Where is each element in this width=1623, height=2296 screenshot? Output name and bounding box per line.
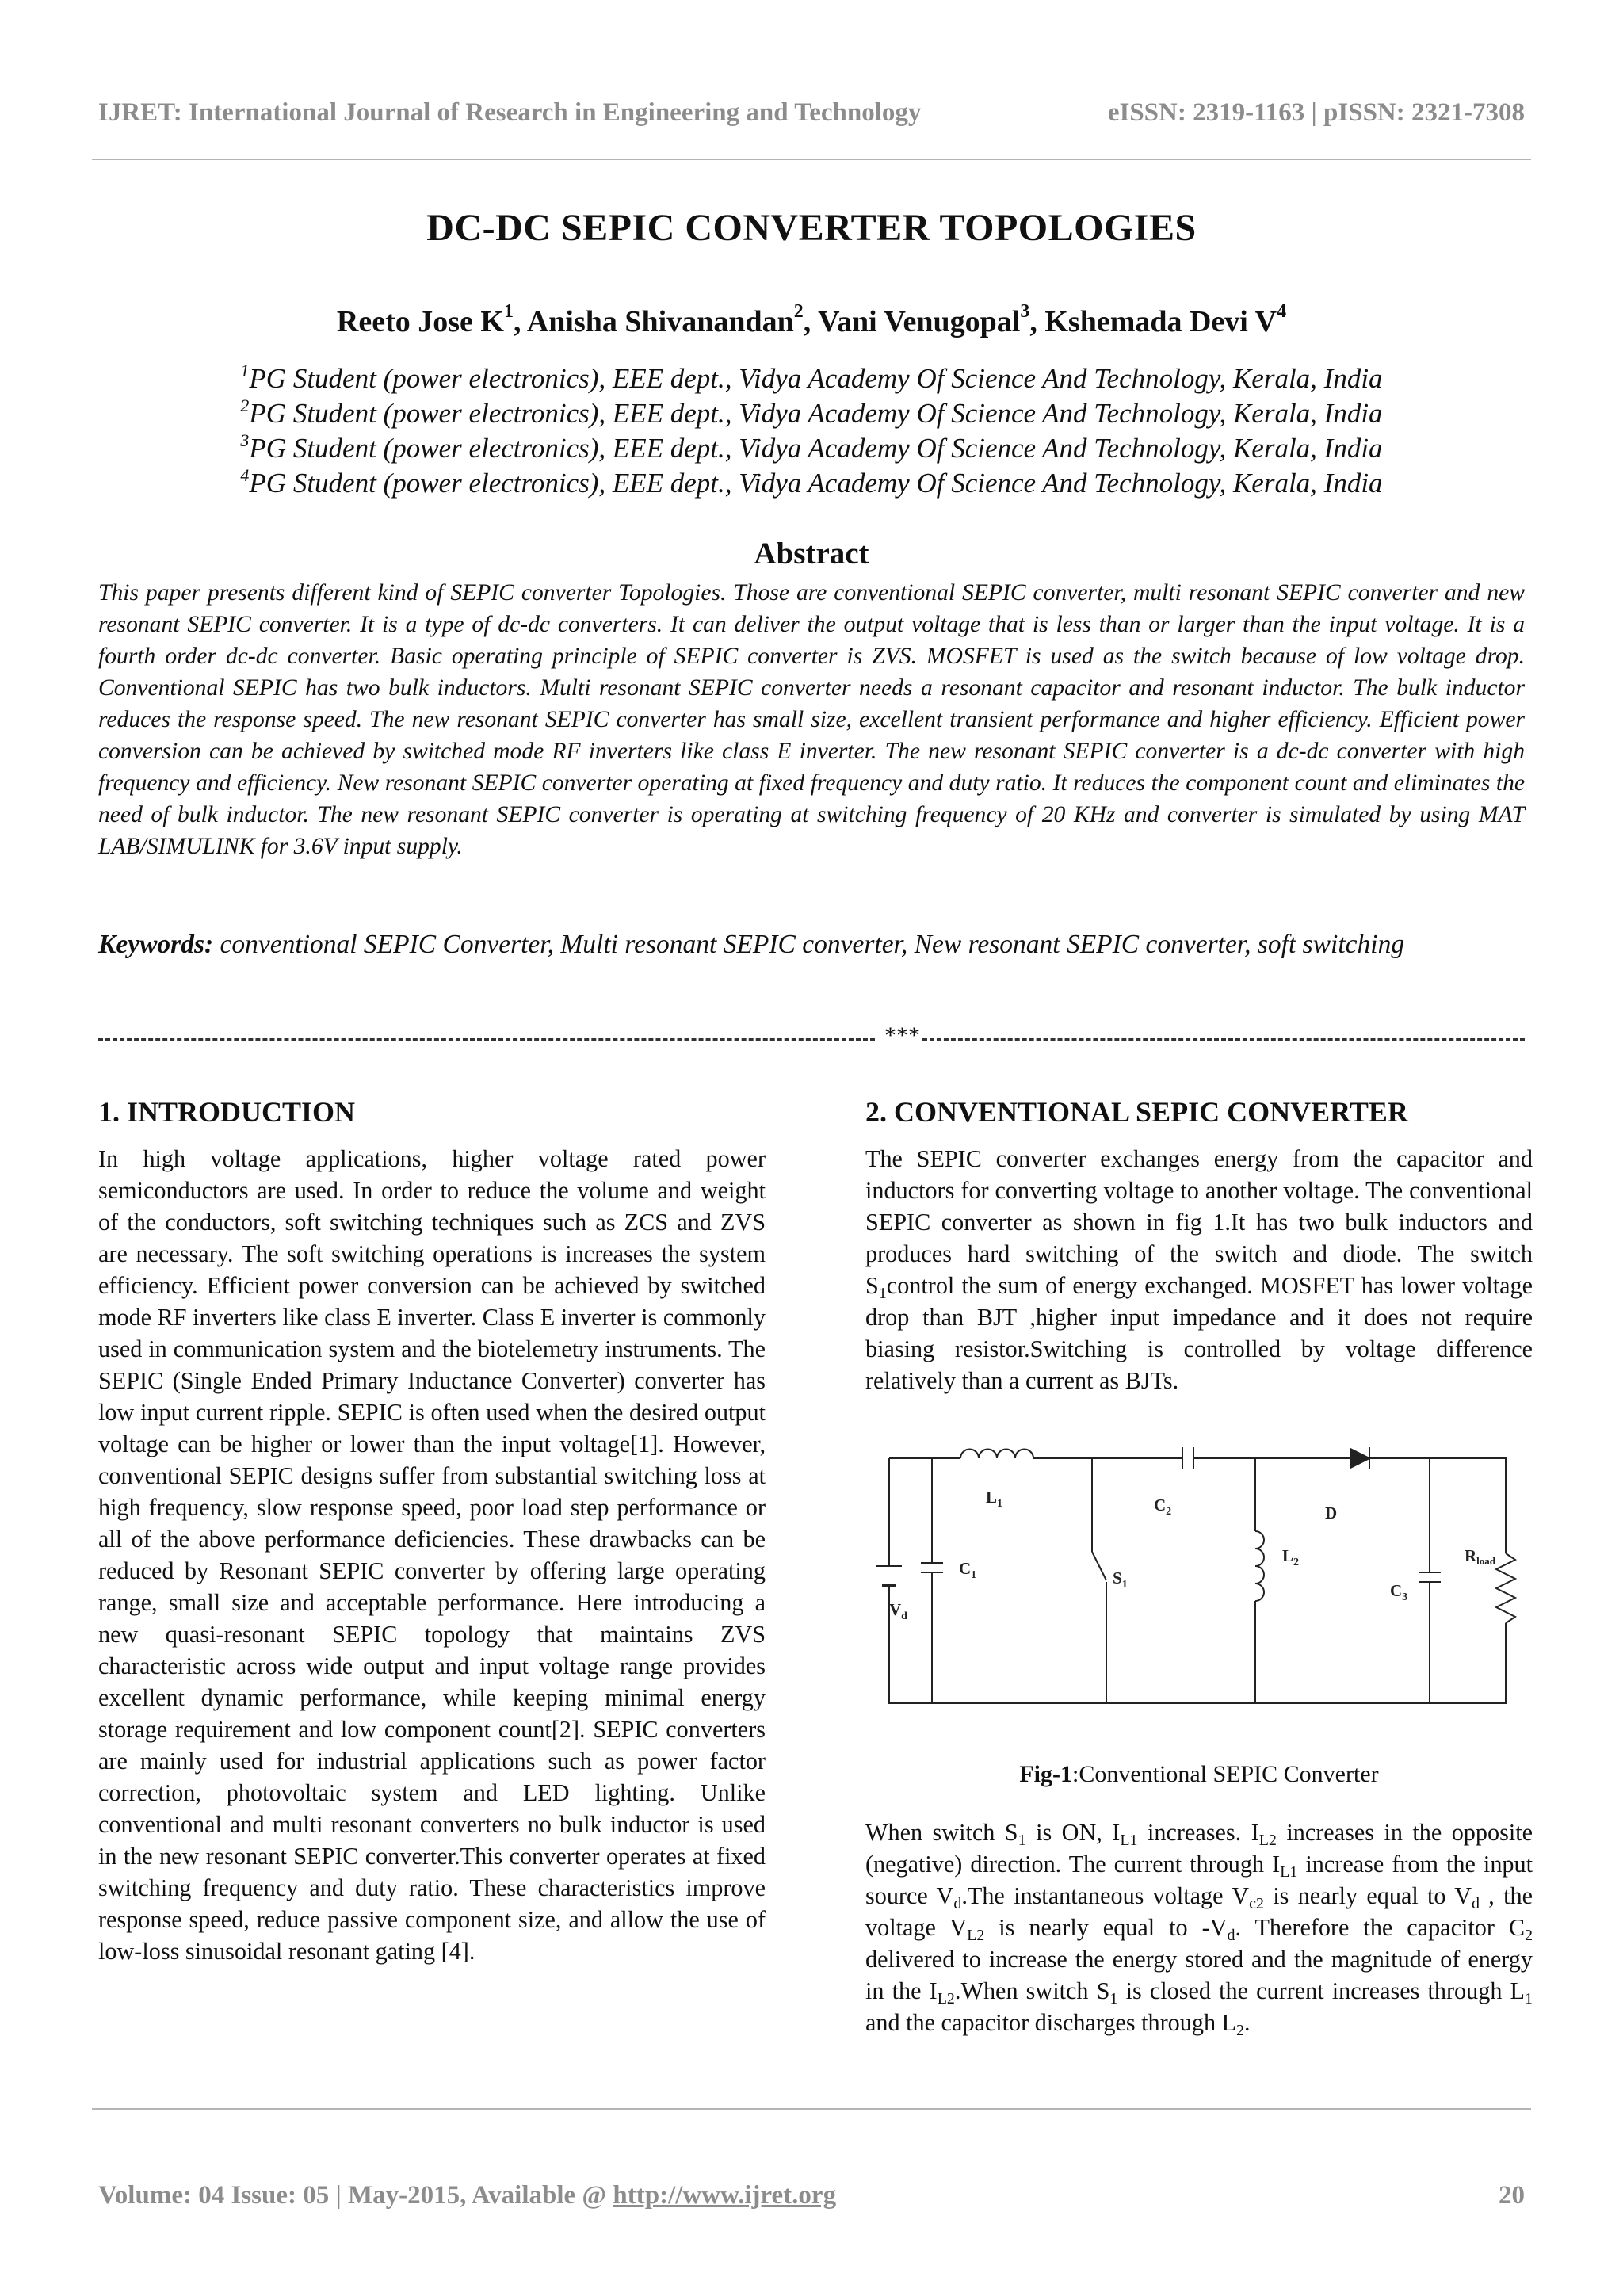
text-run: delivered to increase the energy stored and the magnitude of energy in the I [865, 1946, 1533, 2004]
text-run: increases. I [1137, 1819, 1259, 1846]
affiliation [0, 431, 1623, 466]
author-sup: 3 [1020, 301, 1030, 322]
keywords-text: conventional SEPIC Converter, Multi resonant SEPIC converter, New resonant SEPIC converter, soft switching [220, 930, 1405, 959]
page-number: 20 [1499, 2181, 1525, 2210]
wire [889, 1585, 1506, 1703]
label-rload: Rload [1465, 1546, 1496, 1567]
author-sep: , [1029, 305, 1045, 338]
text-run: and the capacitor discharges through L [865, 2009, 1237, 2036]
label-l1: $L_1$ [986, 1488, 1003, 1510]
author-sup: 1 [503, 301, 514, 322]
subscript: L1 [1280, 1863, 1298, 1881]
label-s1: $S_1$ [1113, 1568, 1128, 1591]
author: Vani Venugopal [818, 305, 1021, 338]
separator-stars: *** [884, 1022, 920, 1049]
subscript: c2 [1249, 1895, 1264, 1912]
affiliation [0, 396, 1623, 431]
keywords [98, 918, 1525, 972]
paper-title: DC-DC SEPIC CONVERTER TOPOLOGIES [426, 207, 1197, 249]
section-separator [98, 1022, 1525, 1051]
subscript: L2 [937, 1990, 955, 2008]
conventional-para-1 [865, 1143, 1533, 1396]
footer-rule [92, 2108, 1531, 2110]
conventional-para-2 [865, 1817, 1533, 2038]
resistor-rload [1496, 1553, 1515, 1623]
subscript: 1 [1525, 1990, 1533, 2008]
separator-dashes-left [98, 1038, 875, 1041]
affiliations [0, 361, 1623, 501]
capacitor-c1 [921, 1458, 943, 1703]
author-sep: , [803, 305, 819, 338]
label-vd: $V_d$ [889, 1600, 907, 1622]
footer [98, 2181, 1525, 2210]
header-rule [92, 159, 1531, 160]
affiliation-sup: 4 [240, 465, 250, 485]
text-run: control the sum of energy exchanged. MOSFET has lower voltage drop than BJT ,higher input impedance and it does not require biasing resistor.Switching is controlled by voltage difference relatively than a current as BJTs. [865, 1272, 1533, 1394]
right-column [865, 1095, 1533, 2038]
affiliation-sup: 1 [240, 361, 250, 380]
subscript: L2 [1258, 1832, 1277, 1849]
affiliation-text: PG Student (power electronics), EEE dept., Vidya Academy Of Science And Technology, Kerala, India [249, 398, 1383, 429]
affiliation-text: PG Student (power electronics), EEE dept., Vidya Academy Of Science And Technology, Kerala, India [249, 468, 1383, 499]
author: Kshemada Devi V [1044, 305, 1277, 338]
text-run: increases in the opposite (negative) direction. The current through I [865, 1819, 1533, 1878]
author-sup: 4 [1277, 301, 1287, 322]
author: Reeto Jose K [336, 305, 504, 338]
journal-name: IJRET: International Journal of Research in Engineering and Technology [98, 98, 922, 127]
subscript: d [1472, 1895, 1480, 1912]
label-c3: $C_3$ [1390, 1581, 1408, 1603]
switch-s1 [1092, 1458, 1106, 1703]
caption-label: Fig-1 [1019, 1761, 1072, 1787]
subscript: 2 [1236, 2022, 1245, 2039]
caption-text: :Conventional SEPIC Converter [1072, 1761, 1379, 1787]
label-c1: $C_1$ [959, 1559, 977, 1581]
affiliation-text: PG Student (power electronics), EEE dept., Vidya Academy Of Science And Technology, Kerala, India [249, 433, 1383, 464]
issn: eISSN: 2319-1163 | pISSN: 2321-7308 [1107, 98, 1525, 127]
figure-circuit-diagram [865, 1442, 1533, 1728]
introduction-heading: 1. INTRODUCTION [98, 1096, 356, 1128]
inductor-l2 [1255, 1531, 1264, 1601]
text-run: increase from the input source V [865, 1851, 1533, 1909]
capacitor-c2 [1182, 1447, 1193, 1469]
author: Anisha Shivanandan [526, 305, 794, 338]
text-run: , the voltage V [865, 1882, 1533, 1941]
text-run: is closed the current increases through L [1117, 1977, 1525, 2004]
subscript: d [1227, 1927, 1235, 1944]
subscript: 1 [878, 1285, 887, 1302]
subscript: 1 [1109, 1990, 1118, 2008]
footer-text: Volume: 04 Issue: 05 | May-2015, Available @ [98, 2181, 613, 2210]
label-c2: $C_2$ [1154, 1496, 1172, 1518]
label-l2: $L_2$ [1282, 1546, 1300, 1568]
author-sep: , [513, 305, 527, 338]
text-run: . [1244, 2009, 1251, 2036]
text-run: . Therefore the capacitor C [1235, 1914, 1526, 1941]
separator-dashes-right [922, 1038, 1525, 1041]
text-run: is ON, I [1025, 1819, 1121, 1846]
subscript: 1 [1018, 1832, 1026, 1849]
wire [1369, 1458, 1506, 1553]
abstract-body: This paper presents different kind of SEPIC converter Topologies. Those are conventional SEPIC converter, multi resonant SEPIC converter and new resonant SEPIC converter. It is a type of dc-dc converters. It can deliver the output voltage that is less than or larger than the input voltage. It is a fourth order dc-dc converter. Basic operating principle of SEPIC converter is ZVS. MOSFET is used as the switch because of low voltage drop. Conventional SEPIC has two bulk inductors. Multi resonant SEPIC converter needs a resonant capacitor and resonant inductor. The bulk inductor reduces the response speed. The new resonant SEPIC converter has small size, excellent transient performance and higher efficiency. Efficient power conversion can be achieved by switched mode RF inverters like class E inverter. The new resonant SEPIC converter is a dc-dc converter with high frequency and efficiency. New resonant SEPIC converter operating at fixed frequency and duty ratio. It reduces the component count and eliminates the need of bulk inductor. The new resonant SEPIC converter is operating at switching frequency of 20 KHz and converter is simulated by using MAT LAB/SIMULINK for 3.6V input supply. [98, 580, 1525, 859]
running-header [98, 98, 1525, 130]
capacitor-c3 [1419, 1458, 1441, 1703]
author-list [0, 301, 1623, 339]
text-run: .When switch S [954, 1977, 1110, 2004]
text-run: is nearly equal to -V [984, 1914, 1228, 1941]
affiliation [0, 361, 1623, 396]
author-sup: 2 [793, 301, 804, 322]
text-run: is nearly equal to V [1263, 1882, 1472, 1909]
affiliation-sup: 3 [240, 430, 250, 450]
text-run: The SEPIC converter exchanges energy from the capacitor and inductors for converting voltage to another voltage. The conventional SEPIC converter as shown in fig 1.It has two bulk inductors and produces hard switching of the switch and diode. The switch S [865, 1145, 1533, 1299]
keywords-label: Keywords: [98, 930, 214, 959]
figure-caption [865, 1761, 1533, 1788]
journal-link[interactable]: http://www.ijret.org [613, 2181, 837, 2210]
subscript: L2 [967, 1927, 985, 1944]
diode-d [1350, 1449, 1369, 1468]
subscript: 2 [1525, 1927, 1533, 1944]
text-run: .The instantaneous voltage V [961, 1882, 1250, 1909]
affiliation-sup: 2 [240, 395, 250, 415]
introduction-text: In high voltage applications, higher voltage rated power semiconductors are used. In order to reduce the volume and weight of the conductors, soft switching techniques such as ZCS and ZVS are necessary. The soft switching operations is increases the system efficiency. Efficient power conversion can be achieved by switched mode RF inverters like class E inverter. Class E inverter is commonly used in communication system and the biotelemetry instruments. The SEPIC (Single Ended Primary Inductance Converter) converter has low input current ripple. SEPIC is often used when the desired output voltage can be higher or lower than the input voltage[1]. However, conventional SEPIC designs suffer from substantial switching loss at high frequency, slow response speed, poor load step performance or all of the above performance deficiencies. These drawbacks can be reduced by Resonant SEPIC converter by offering large operating range, small size and acceptable performance. Here introducing a new quasi-resonant SEPIC topology that maintains ZVS characteristic across wide output and input voltage range provides excellent dynamic performance, while keeping minimal energy storage requirement and low component count[2]. SEPIC converters are mainly used for industrial applications such as power factor correction, photovoltaic system and LED lighting. Unlike conventional and multi resonant converters no bulk inductor is used in the new resonant SEPIC converter.This converter operates at fixed switching frequency and duty ratio. These characteristics improve response speed, reduce passive component size, and allow the use of low-loss sinusoidal resonant gating [4]. [98, 1145, 766, 1965]
abstract-heading: Abstract [754, 537, 869, 571]
label-d: D [1325, 1503, 1338, 1522]
subscript: d [953, 1895, 962, 1912]
affiliation-text: PG Student (power electronics), EEE dept., Vidya Academy Of Science And Technology, Kerala, India [249, 363, 1383, 394]
text-run: When switch S [865, 1819, 1018, 1846]
inductor-l1 [960, 1450, 1033, 1459]
subscript: L1 [1120, 1832, 1138, 1849]
affiliation [0, 466, 1623, 501]
left-column [98, 1095, 766, 1967]
conventional-heading: 2. CONVENTIONAL SEPIC CONVERTER [865, 1096, 1408, 1128]
